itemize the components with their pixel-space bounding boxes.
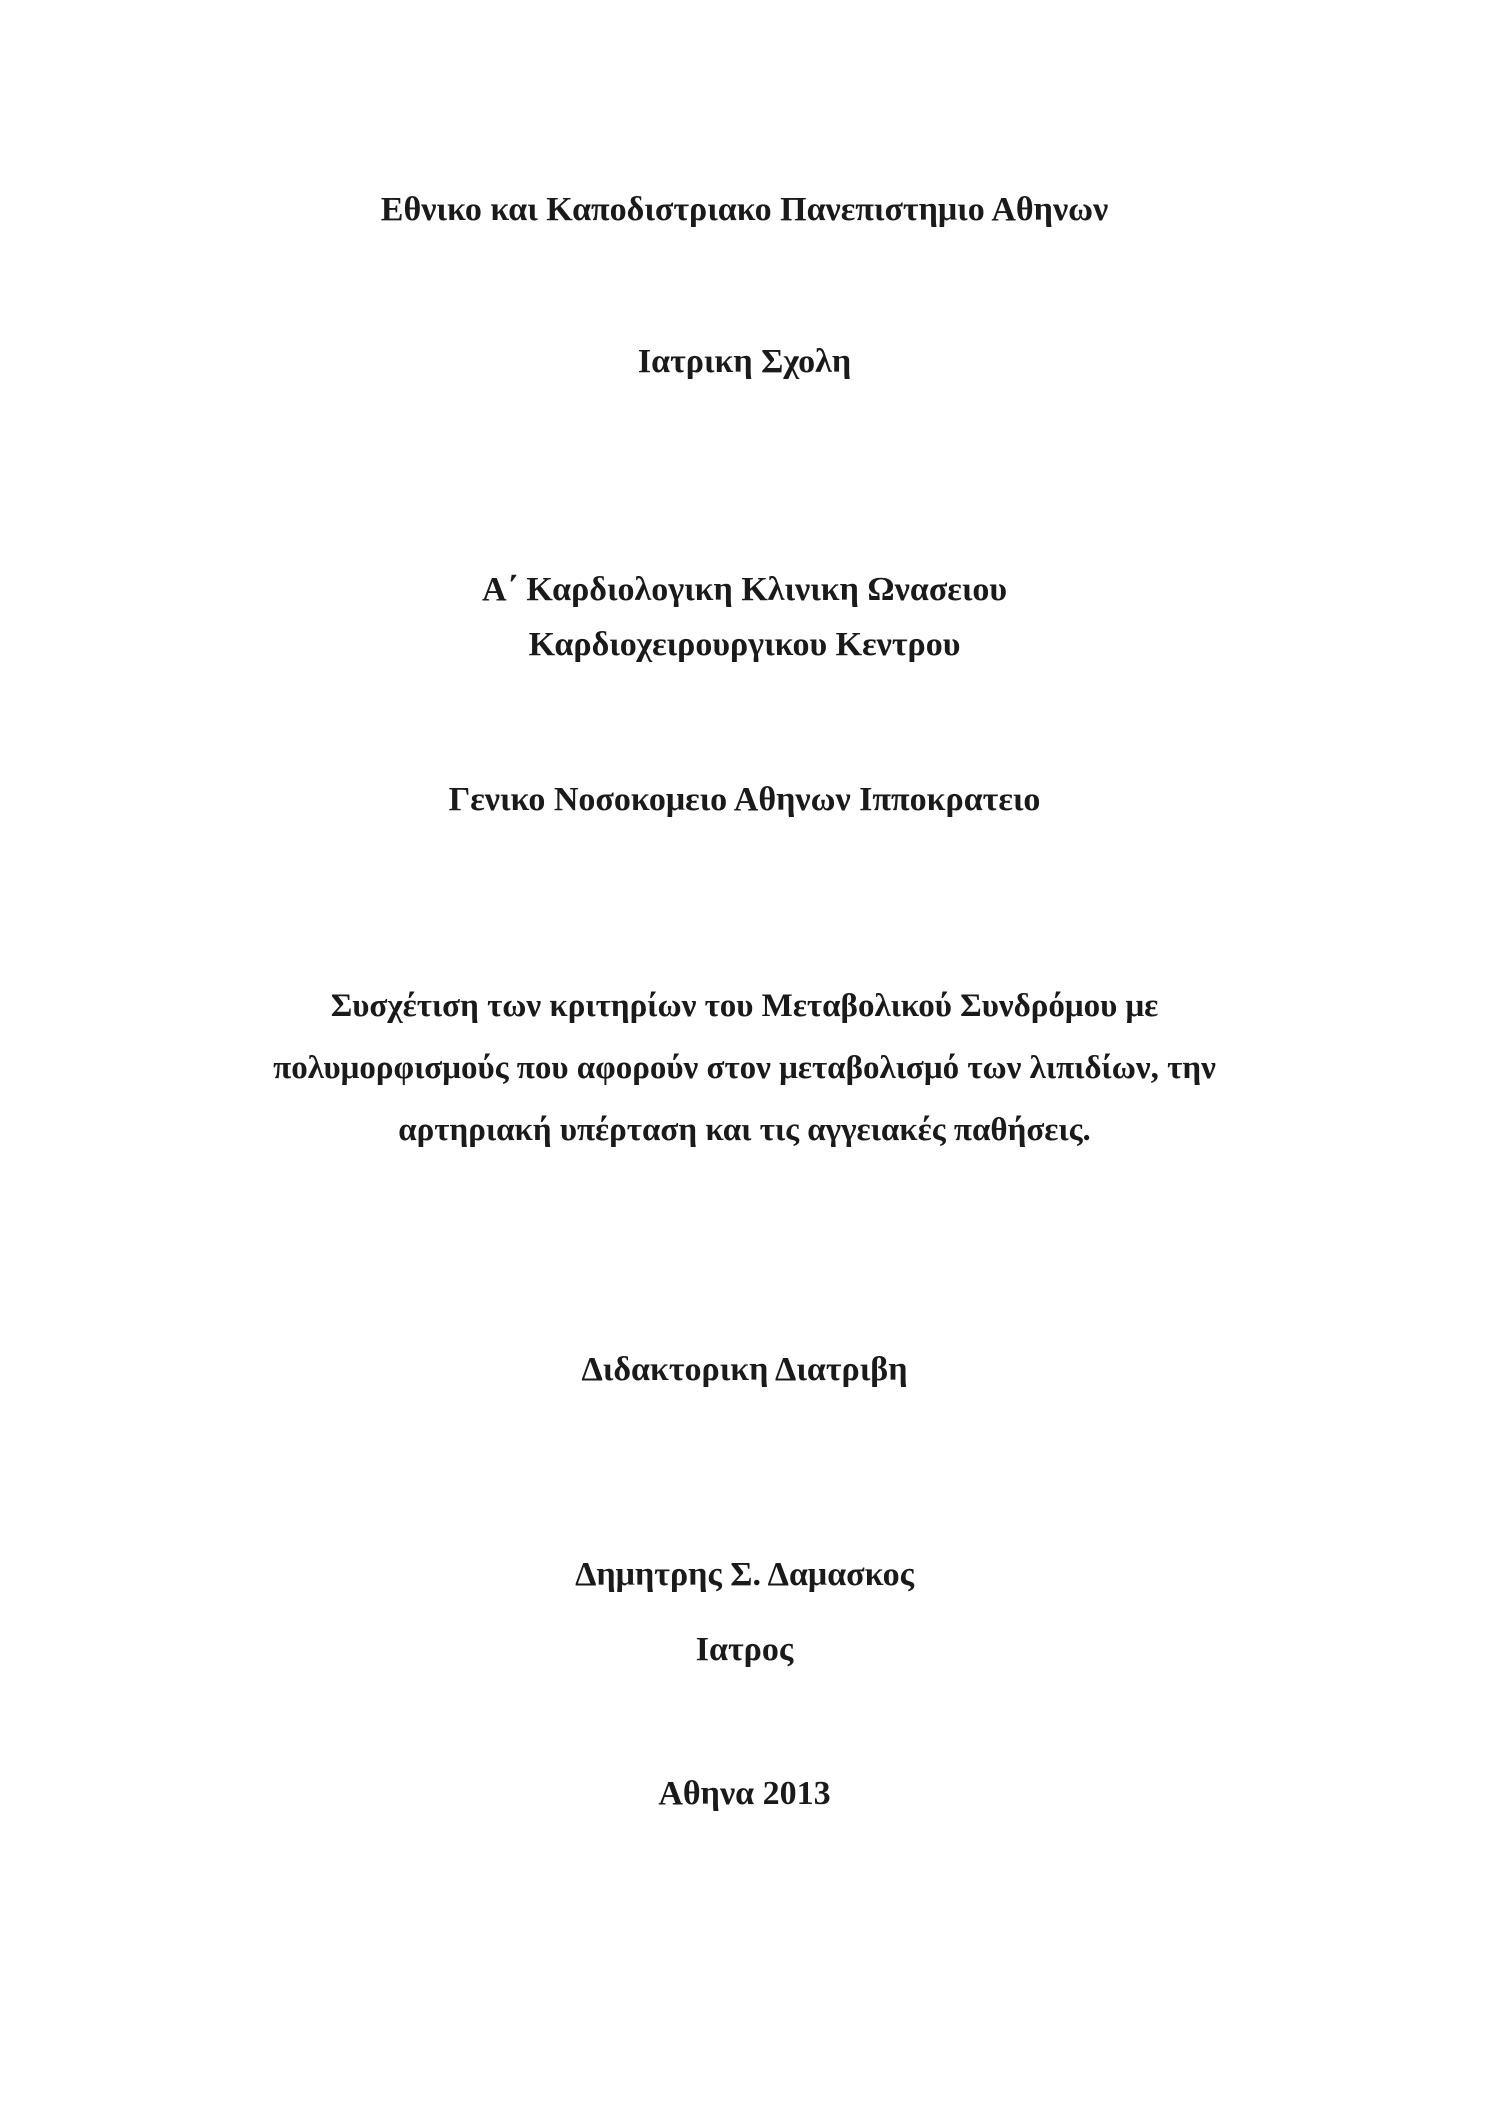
place-year: Αθηνα 2013	[658, 1775, 831, 1812]
author-name: Δημητρης Σ. Δαμασκος	[575, 1556, 914, 1593]
author-title: Ιατρος	[695, 1631, 794, 1668]
hospital-name: Γενικο Νοσοκομειο Αθηνων Ιπποκρατειο	[448, 781, 1041, 818]
thesis-title-line-1: Συσχέτιση των κριτηρίων του Μεταβολικού Συνδρόμου με	[330, 988, 1159, 1024]
thesis-title-line-3: αρτηριακή υπέρταση και τις αγγειακές παθήσεις.	[398, 1112, 1091, 1148]
clinic-name-line-2: Καρδιοχειρουργικου Κεντρου	[528, 626, 961, 663]
document-type: Διδακτορικη Διατριβη	[581, 1351, 908, 1388]
clinic-name-line-1: Α΄ Καρδιολογικη Κλινικη Ωνασειου	[481, 571, 1008, 608]
thesis-title-line-2: πολυμορφισμούς που αφορούν στον μεταβολισμό των λιπιδίων, την	[273, 1050, 1216, 1086]
university-name: Εθνικο και Καποδιστριακο Πανεπιστημιο Αθηνων	[380, 191, 1109, 228]
school-name: Ιατρικη Σχολη	[637, 343, 852, 380]
